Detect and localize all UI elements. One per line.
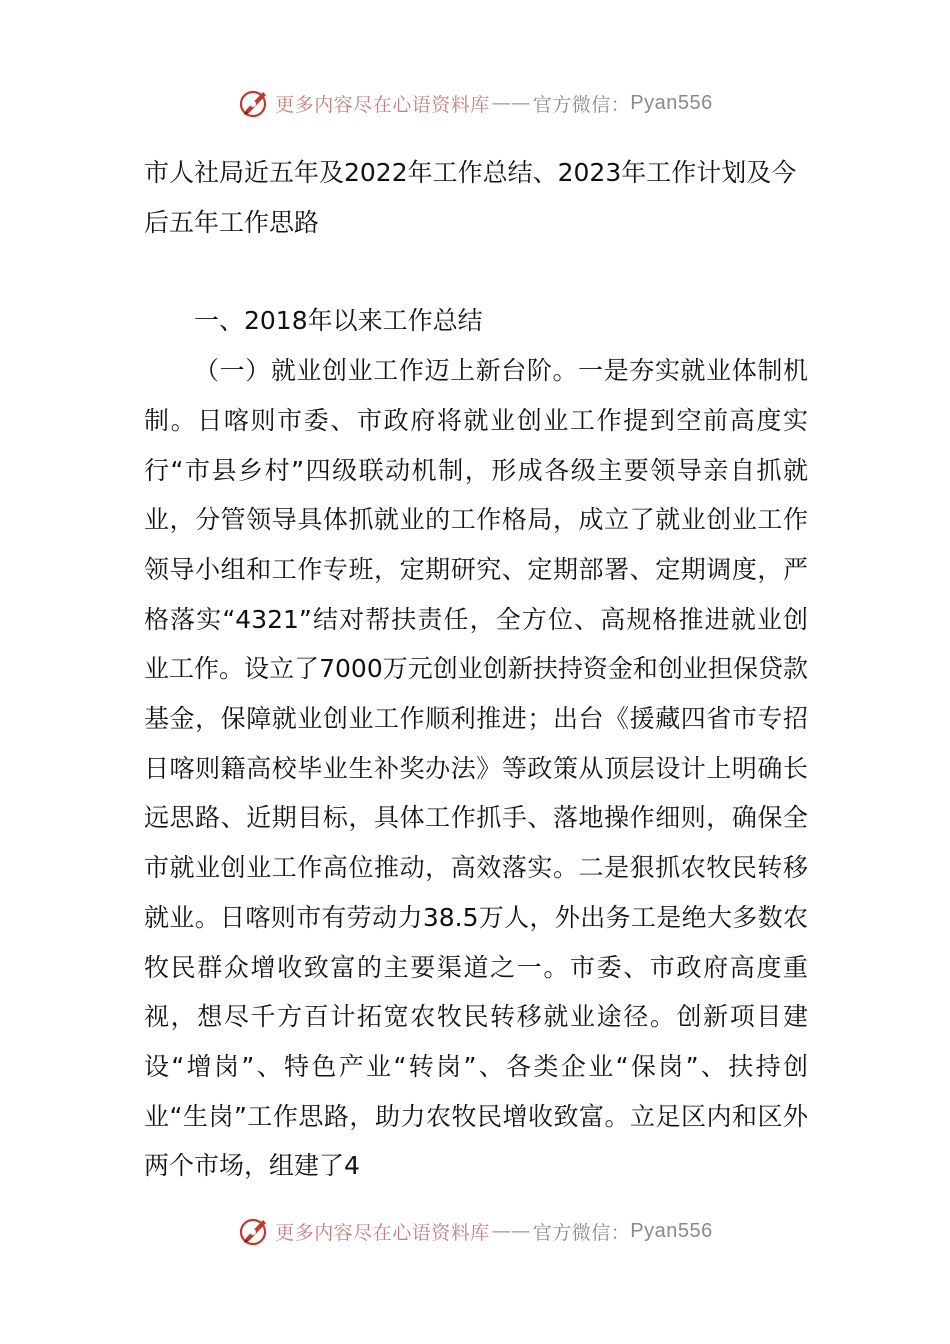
watermark-text: 更多内容尽在心语资料库 [275,1221,490,1244]
document-body [144,148,808,1191]
watermark-wechat-label: 官方微信： [532,93,631,116]
pen-logo-icon [237,86,271,120]
watermark-footer [0,1214,950,1248]
watermark-wechat-label: 官方微信： [532,1221,631,1244]
document-title: 市人社局近五年及2022年工作总结、2023年工作计划及今后五年工作思路 [144,158,797,237]
watermark-separator: —— [491,92,531,114]
pen-logo-icon [237,1214,271,1248]
section-heading: 一、2018年以来工作总结 [194,306,483,336]
watermark-text: 更多内容尽在心语资料库 [275,93,490,116]
watermark-wechat-id: Pyan556 [630,1219,713,1242]
watermark-wechat-id: Pyan556 [630,91,713,114]
body-paragraph: （一）就业创业工作迈上新台阶。一是夯实就业体制机制。日喀则市委、市政府将就业创业工作提到空前高度实行“市县乡村”四级联动机制，形成各级主要领导亲自抓就业，分管领导具体抓就业的工作格局，成立了就业创业工作领导小组和工作专班，定期研究、定期部署、定期调度，严格落实“4321”结对帮扶责任，全方位、高规格推进就业创业工作。设立了7000万元创业创新扶持资金和创业担保贷款基金，保障就业创业工作顺利推进；出台《援藏四省市专招日喀则籍高校毕业生补奖办法》等政策从顶层设计上明确长远思路、近期目标，具体工作抓手、落地操作细则，确保全市就业创业工作高位推动，高效落实。二是狠抓农牧民转移就业。日喀则市有劳动力38.5万人，外出务工是绝大多数农牧民群众增收致富的主要渠道之一。市委、市政府高度重视，想尽千方百计拓宽农牧民转移就业途径。创新项目建设“增岗”、特色产业“转岗”、各类企业“保岗”、扶持创业“生岗”工作思路，助力农牧民增收致富。立足区内和区外两个市场，组建了4 [144,356,808,1181]
watermark-header [0,86,950,120]
watermark-separator: —— [491,1220,531,1242]
